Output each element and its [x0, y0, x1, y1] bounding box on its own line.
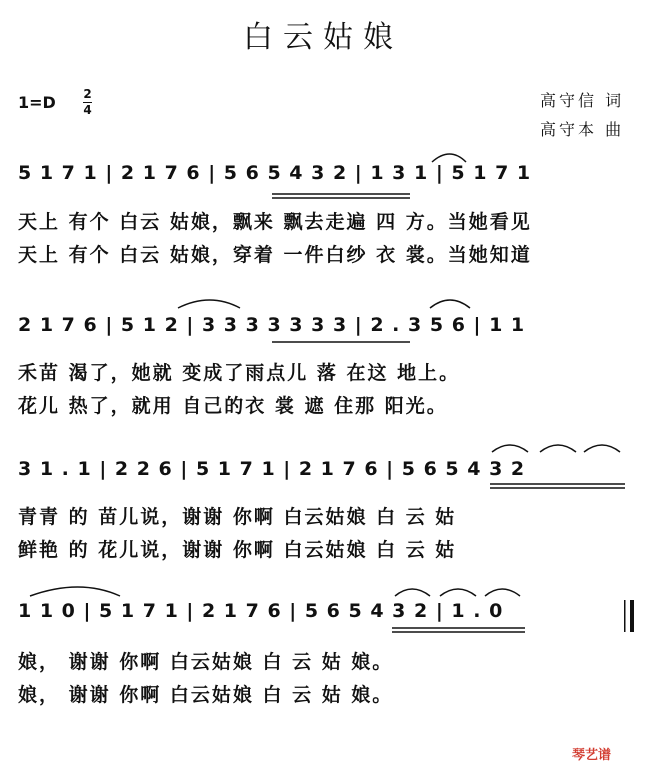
lyrics-row-3-verse-1: 青青 的 苗儿说，谢谢 你啊 白云姑娘 白 云 姑 [18, 506, 457, 528]
lyrics-row-4-verse-1: 娘， 谢谢 你啊 白云姑娘 白 云 姑 娘。 [18, 651, 394, 673]
notation-row-4: 1 1 0 | 5 1 7 1 | 2 1 7 6 | 5 6 5 4 3 2 | 1 . 0 [18, 600, 504, 622]
underline-mark [392, 628, 525, 632]
slur-mark [540, 445, 576, 452]
notation-row-1: 5 1 7 1 | 2 1 7 6 | 5 6 5 4 3 2 | 1 3 1 | 5 1 7 1 [18, 162, 532, 184]
lyrics-row-2-verse-2: 花儿 热了，就用 自己的衣 裳 遮 住那 阳光。 [18, 395, 448, 417]
slur-mark [492, 445, 528, 452]
notation-row-3: 3 1 . 1 | 2 2 6 | 5 1 7 1 | 2 1 7 6 | 5 6 5 4 3 2 [18, 458, 526, 480]
notation-row-2: 2 1 7 6 | 5 1 2 | 3 3 3 3 3 3 3 | 2 . 3 5 6 | 1 1 [18, 314, 526, 336]
slur-mark [30, 587, 120, 596]
lyrics-row-3-verse-2: 鲜艳 的 花儿说，谢谢 你啊 白云姑娘 白 云 姑 [18, 539, 457, 561]
slur-mark [395, 589, 430, 596]
slur-mark [584, 445, 620, 452]
composer-credit: 高守本 曲 [540, 120, 625, 139]
time-signature-top: 2 [83, 87, 92, 101]
final-barline-thin [624, 600, 626, 632]
lyrics-row-2-verse-1: 禾苗 渴了，她就 变成了雨点儿 落 在这 地上。 [18, 362, 461, 384]
song-title: 白云姑娘 [243, 20, 403, 55]
lyrics-row-1-verse-1: 天上 有个 白云 姑娘，飘来 飘去走遍 四 方。当她看见 [18, 211, 532, 233]
lyricist-credit: 高守信 词 [540, 91, 625, 110]
slur-mark [432, 154, 466, 162]
lyrics-row-1-verse-2: 天上 有个 白云 姑娘，穿着 一件白纱 衣 裳。当她知道 [18, 244, 532, 266]
slur-mark [178, 300, 240, 308]
key-signature: 1=D [18, 93, 56, 112]
underline-mark [272, 194, 410, 198]
slur-mark [430, 300, 470, 308]
final-barline [630, 600, 634, 632]
lyrics-row-4-verse-2: 娘， 谢谢 你啊 白云姑娘 白 云 姑 娘。 [18, 684, 394, 706]
time-signature-bottom: 4 [83, 103, 92, 117]
slur-mark [485, 589, 520, 596]
underline-mark [490, 484, 625, 488]
slur-mark [440, 589, 476, 596]
site-logo: 琴艺谱 [572, 748, 612, 763]
